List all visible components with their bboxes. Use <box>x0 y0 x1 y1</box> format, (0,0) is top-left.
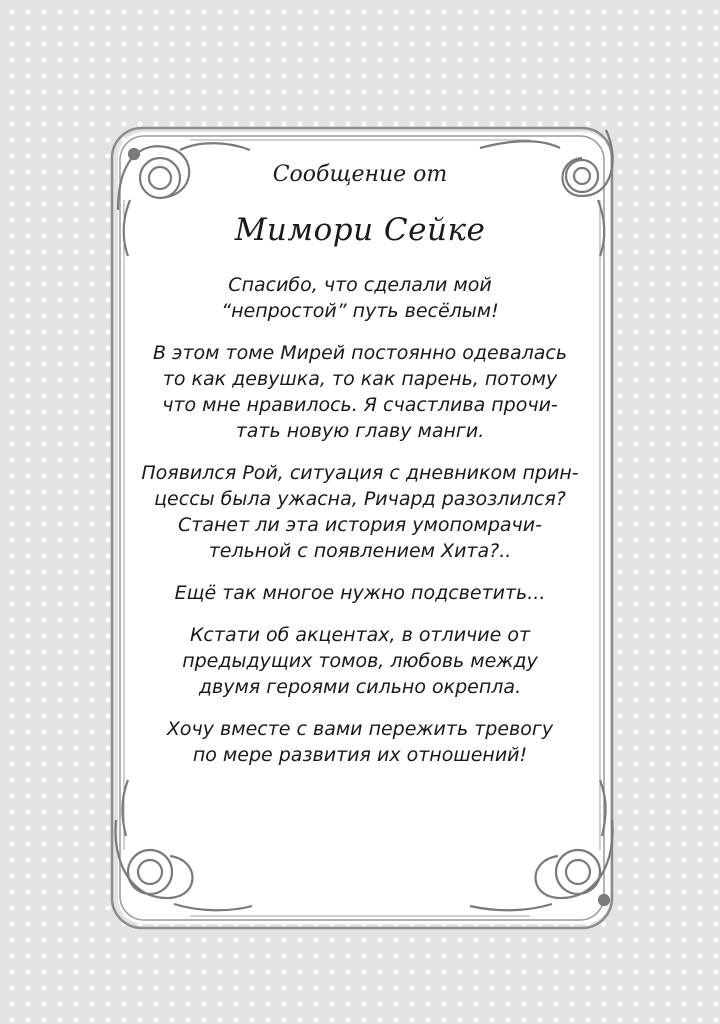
paragraph-line: тельной с появлением Хита?.. <box>208 540 512 562</box>
paragraph-line: “непростой” путь весёлым! <box>221 300 499 322</box>
message-content <box>140 150 580 880</box>
message-paragraph <box>140 580 580 606</box>
paragraph-line: Кстати об акцентах, в отличие от <box>189 624 531 646</box>
message-paragraph <box>140 272 580 324</box>
message-paragraph <box>140 622 580 700</box>
paragraph-line: Хочу вместе с вами пережить тревогу <box>166 718 554 740</box>
paragraph-line: Появился Рой, ситуация с дневником прин- <box>141 462 579 484</box>
message-heading: Сообщение от <box>272 162 448 187</box>
paragraph-line: по мере развития их отношений! <box>192 744 528 766</box>
paragraph-line: Спасибо, что сделали мой <box>228 274 492 296</box>
paragraph-line: двумя героями сильно окрепла. <box>198 676 522 698</box>
paragraph-line: что мне нравилось. Я счастлива прочи- <box>162 394 558 416</box>
paragraph-line: предыдущих томов, любовь между <box>182 650 538 672</box>
paragraph-line: Станет ли эта история умопомрачи- <box>178 514 542 536</box>
message-paragraph <box>140 716 580 768</box>
message-paragraph <box>140 460 580 564</box>
paragraph-line: Ещё так многое нужно подсветить... <box>174 582 546 604</box>
author-name: Мимори Сейке <box>234 212 486 248</box>
paragraph-line: цессы была ужасна, Ричард разозлился? <box>154 488 566 510</box>
paragraph-line: В этом томе Мирей постоянно одевалась <box>152 342 568 364</box>
paragraph-line: то как девушка, то как парень, потому <box>162 368 558 390</box>
message-paragraph <box>140 340 580 444</box>
paragraph-line: тать новую главу манги. <box>235 420 485 442</box>
